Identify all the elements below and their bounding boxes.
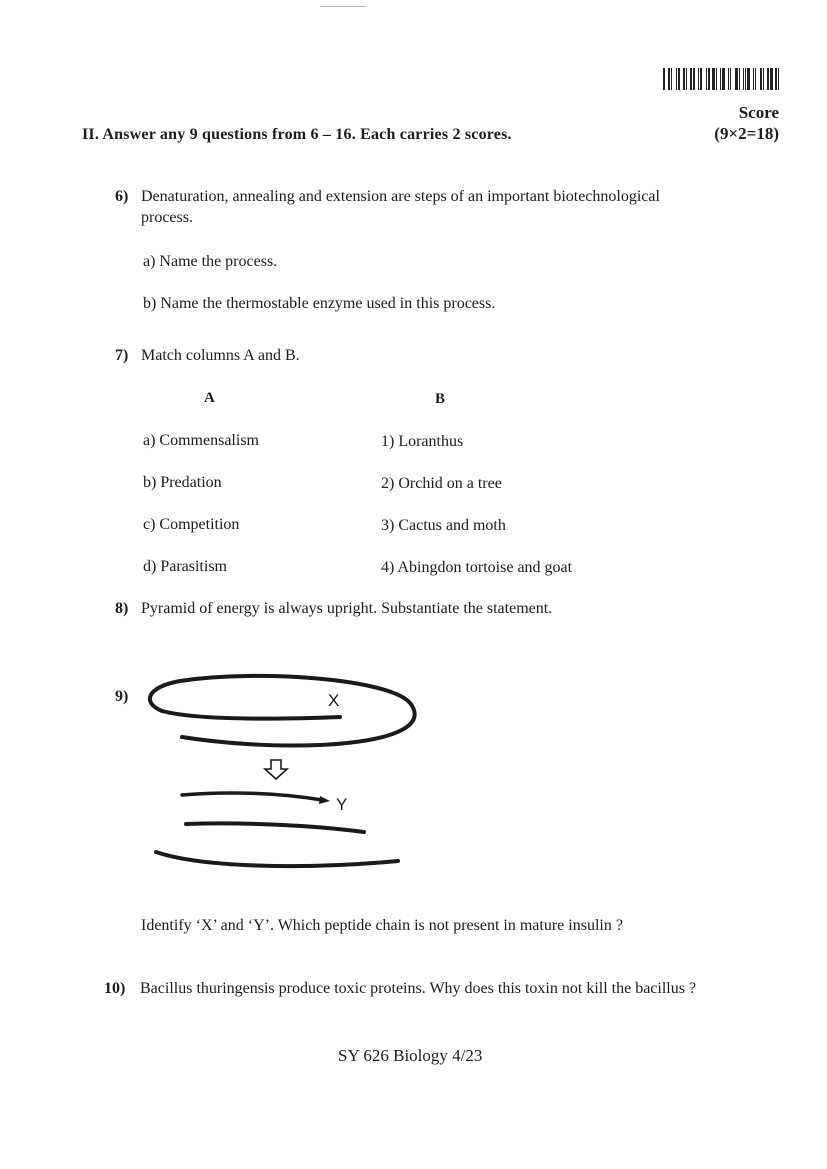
proinsulin-loop bbox=[150, 676, 415, 746]
q7-column-a-heading: A bbox=[204, 390, 215, 406]
barcode bbox=[663, 68, 779, 90]
proinsulin-diagram bbox=[140, 665, 430, 885]
chain-c bbox=[156, 852, 398, 866]
q7-col-a-item: c) Competition bbox=[143, 516, 240, 533]
section-instruction: II. Answer any 9 questions from 6 – 16. Each carries 2 scores. bbox=[82, 126, 512, 143]
q7-text: Match columns A and B. bbox=[141, 347, 300, 364]
q8-number: 8) bbox=[115, 600, 129, 617]
q7-col-a-item: a) Commensalism bbox=[143, 432, 259, 449]
q6-number: 6) bbox=[115, 188, 129, 205]
q10-number: 10) bbox=[104, 980, 126, 997]
down-arrow-icon bbox=[265, 760, 287, 779]
q7-col-b-item: 3) Cactus and moth bbox=[381, 517, 506, 534]
q8-text: Pyramid of energy is always upright. Substantiate the statement. bbox=[141, 600, 553, 617]
q7-col-a-item: b) Predation bbox=[143, 474, 222, 491]
q7-col-b-item: 4) Abingdon tortoise and goat bbox=[381, 559, 573, 576]
chain-y bbox=[182, 793, 322, 800]
q9-text: Identify ‘X’ and ‘Y’. Which peptide chain is not present in mature insulin ? bbox=[141, 917, 623, 934]
q7-column-b-heading: B bbox=[435, 391, 446, 407]
q6-part-b: b) Name the thermostable enzyme used in this process. bbox=[143, 295, 496, 312]
chain-b bbox=[186, 823, 364, 832]
q7-col-b-item: 2) Orchid on a tree bbox=[381, 475, 502, 492]
q6-part-a: a) Name the process. bbox=[143, 253, 278, 270]
q6-text-line1: Denaturation, annealing and extension are steps of an important biotechnological bbox=[141, 188, 660, 205]
q7-col-a-item: d) Parasitism bbox=[143, 558, 227, 575]
chain-y-arrowhead bbox=[319, 796, 330, 804]
q10-text: Bacillus thuringensis produce toxic proteins. Why does this toxin not kill the bacillus ? bbox=[140, 980, 697, 997]
label-y: Y bbox=[336, 795, 348, 814]
score-label: Score bbox=[738, 103, 779, 122]
score-box bbox=[714, 102, 779, 144]
q7-number: 7) bbox=[115, 347, 129, 364]
q6-text-line2: process. bbox=[141, 209, 193, 226]
label-x: X bbox=[328, 691, 340, 710]
q9-number: 9) bbox=[115, 688, 129, 705]
page-footer: SY 626 Biology 4/23 bbox=[338, 1046, 483, 1065]
page-top-mark bbox=[320, 6, 366, 7]
q7-col-b-item: 1) Loranthus bbox=[381, 433, 464, 450]
score-value: (9×2=18) bbox=[714, 124, 779, 143]
